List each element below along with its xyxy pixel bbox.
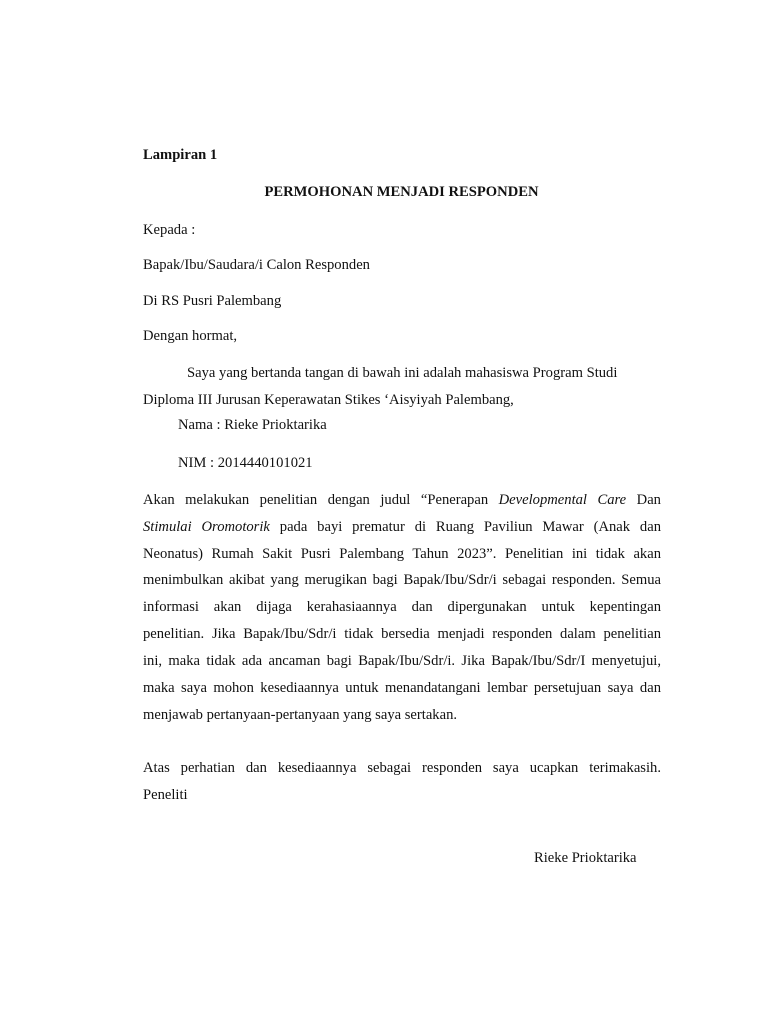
body-line-2: Stimulai Oromotorik pada bayi prematur di Ruang Paviliun Mawar (Anak dan [143,519,661,535]
body-line-8: maka saya mohon kesediaannya untuk menandatangani lembar persetujuan saya dan [143,680,661,696]
body-line-4: menimbulkan akibat yang merugikan bagi Bapak/Ibu/Sdr/i sebagai responden. Semua [143,572,661,588]
intro-line-1: Saya yang bertanda tangan di bawah ini adalah mahasiswa Program Studi [187,365,618,381]
body-line-5: informasi akan dijaga kerahasiaannya dan dipergunakan untuk kepentingan [143,599,661,615]
research-title-italic-1: Developmental Care [498,492,627,508]
researcher-nim-line: NIM : 2014440101021 [178,455,313,471]
body-line-9: menjawab pertanyaan-pertanyaan yang saya sertakan. [143,707,458,723]
signature-name: Rieke Prioktarika [534,850,637,866]
greeting-line: Dengan hormat, [143,328,238,344]
appendix-label: Lampiran 1 [143,147,218,163]
closing-line-2: Peneliti [143,787,188,803]
body-line-1: Akan melakukan penelitian dengan judul “Penerapan Developmental Care Dan [143,492,661,508]
intro-line-2: Diploma III Jurusan Keperawatan Stikes ‘Aisyiyah Palembang, [143,392,514,408]
location-line: Di RS Pusri Palembang [143,293,282,309]
recipient-line: Bapak/Ibu/Saudara/i Calon Responden [143,257,370,273]
document-title: PERMOHONAN MENJADI RESPONDEN [264,184,539,200]
body-line-7: ini, maka tidak ada ancaman bagi Bapak/Ibu/Sdr/i. Jika Bapak/Ibu/Sdr/I menyetujui, [143,653,661,669]
closing-line-1: Atas perhatian dan kesediaannya sebagai responden saya ucapkan terimakasih. [143,760,661,776]
research-title-italic-2: Stimulai Oromotorik [143,519,270,535]
to-label: Kepada : [143,222,196,238]
body-line-6: penelitian. Jika Bapak/Ibu/Sdr/i tidak bersedia menjadi responden dalam penelitian [143,626,661,642]
researcher-name-line: Nama : Rieke Prioktarika [178,417,327,433]
body-line-3: Neonatus) Rumah Sakit Pusri Palembang Tahun 2023”. Penelitian ini tidak akan [143,546,661,562]
